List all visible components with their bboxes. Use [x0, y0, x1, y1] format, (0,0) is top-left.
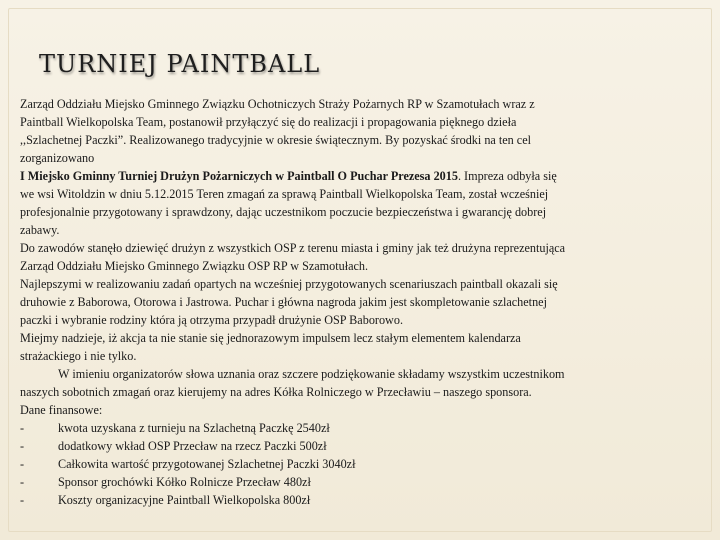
- text-line: Do zawodów stanęło dziewięć drużyn z wszystkich OSP z terenu miasta i gminy jak też drużyna reprezentująca: [20, 241, 566, 255]
- finance-item: [20, 473, 700, 491]
- body-text: [20, 95, 700, 509]
- event-line: [20, 167, 700, 185]
- text-line: W imieniu organizatorów słowa uznania oraz szczere podziękowanie składamy wszystkim uczestnikom: [58, 367, 565, 381]
- text-line: Najlepszymi w realizowaniu zadań opartych na wcześniej przygotowanych scenariuszach paintball okazali się: [20, 277, 558, 291]
- item-dash: -: [20, 475, 25, 489]
- finance-item: [20, 491, 700, 509]
- finance-item: [20, 437, 700, 455]
- text-line: Miejmy nadzieje, iż akcja ta nie stanie się jednorazowym impulsem lecz stałym elementem kalendarza: [20, 331, 521, 345]
- text-line: naszych sobotnich zmagań oraz kierujemy na adres Kółka Rolniczego w Przecławiu – naszego sponsora.: [20, 385, 532, 399]
- text-line: zorganizowano: [20, 151, 95, 165]
- text-line: ,,Szlachetnej Paczki”. Realizowanego tradycyjnie w okresie świątecznym. By pozyskać środki na ten cel: [20, 133, 532, 147]
- text-line: zabawy.: [20, 223, 60, 237]
- text-line: Zarząd Oddziału Miejsko Gminnego Związku Ochotniczych Straży Pożarnych RP w Szamotułach wraz z: [20, 97, 535, 111]
- item-dash: -: [20, 421, 25, 435]
- page-title: TURNIEJ PAINTBALL: [39, 50, 321, 78]
- text-line: Zarząd Oddziału Miejsko Gminnego Związku OSP RP w Szamotułach.: [20, 259, 369, 273]
- text-line: druhowie z Baborowa, Otorowa i Jastrowa. Puchar i główna nagroda jakim jest skompletowanie szlachetnej: [20, 295, 547, 309]
- text-line: we wsi Witoldzin w dniu 5.12.2015 Teren zmagań za sprawą Paintball Wielkopolska Team, został wcześniej: [20, 187, 549, 201]
- finance-item: [20, 419, 700, 437]
- finance-item: [20, 455, 700, 473]
- item-text: dodatkowy wkład OSP Przecław na rzecz Paczki 500zł: [58, 439, 327, 453]
- text-line: Dane finansowe:: [20, 403, 103, 417]
- text-line: profesjonalnie przygotowany i sprawdzony, dając uczestnikom poczucie bezpieczeństwa i gwarancję dobrej: [20, 205, 547, 219]
- text-line: Paintball Wielkopolska Team, postanowił przyłączyć się do realizacji i propagowania pięknego dzieła: [20, 115, 517, 129]
- item-dash: -: [20, 493, 25, 507]
- item-dash: -: [20, 439, 25, 453]
- text-line: paczki i wybranie rodziny która ją otrzyma przypadł drużynie OSP Baborowo.: [20, 313, 404, 327]
- item-text: Koszty organizacyjne Paintball Wielkopolska 800zł: [58, 493, 311, 507]
- event-after: . Impreza odbyła się: [457, 169, 557, 183]
- event-name: I Miejsko Gminny Turniej Drużyn Pożarniczych w Paintball O Puchar Prezesa 2015: [20, 169, 458, 183]
- item-text: Sponsor grochówki Kółko Rolnicze Przecław 480zł: [58, 475, 311, 489]
- item-dash: -: [20, 457, 25, 471]
- item-text: kwota uzyskana z turnieju na Szlachetną Paczkę 2540zł: [58, 421, 330, 435]
- text-line: strażackiego i nie tylko.: [20, 349, 137, 363]
- item-text: Całkowita wartość przygotowanej Szlachetnej Paczki 3040zł: [58, 457, 356, 471]
